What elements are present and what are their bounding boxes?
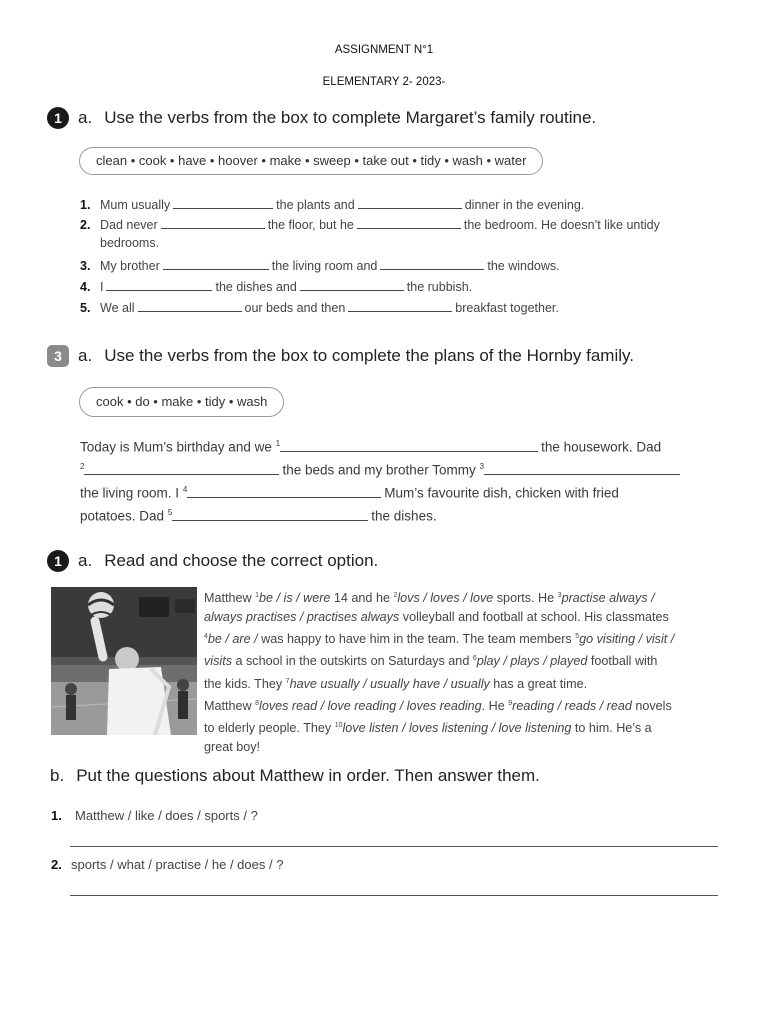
gap-number: 7 xyxy=(285,677,290,685)
level-subtitle: ELEMENTARY 2- 2023- xyxy=(322,76,446,88)
passage-text: was happy to have him in the team. The team members xyxy=(257,632,576,647)
gap-number: 4 xyxy=(204,633,208,641)
answer-line[interactable] xyxy=(70,895,718,896)
answer-blank[interactable] xyxy=(358,197,462,209)
passage-line xyxy=(204,608,724,627)
answer-blank[interactable] xyxy=(348,300,452,312)
exercise-3-heading xyxy=(78,346,634,366)
assignment-title: ASSIGNMENT N°1 xyxy=(334,44,434,56)
item-text: breakfast together. xyxy=(455,301,559,315)
item-number: 2. xyxy=(80,218,91,232)
answer-options[interactable]: loves read / love reading / loves reading xyxy=(259,698,482,713)
passage-text: novels xyxy=(631,698,672,713)
verb-box: cook • do • make • tidy • wash xyxy=(79,387,284,417)
answer-blank[interactable] xyxy=(106,279,212,291)
gap-number: 5 xyxy=(167,508,173,517)
answer-blank[interactable] xyxy=(163,258,269,270)
passage-text: a school in the outskirts on Saturdays and xyxy=(232,654,473,669)
text-line xyxy=(80,462,683,478)
answer-options[interactable]: visits xyxy=(204,654,232,669)
question-text: sports / what / practise / he / does / ? xyxy=(71,857,284,872)
item-text: Dad never xyxy=(100,218,158,232)
exercise-letter: a. xyxy=(78,108,93,127)
exercise-item xyxy=(80,217,660,232)
exercise-item xyxy=(80,300,559,315)
volleyball-player-photo xyxy=(51,587,197,735)
gap-number: 6 xyxy=(472,655,477,663)
volleyball-player-image xyxy=(51,587,197,735)
answer-options[interactable]: love listen / loves listening / love listening xyxy=(342,721,572,736)
answer-options[interactable]: reading / reads / read xyxy=(512,698,632,713)
text-fragment: the housework. Dad xyxy=(541,439,662,455)
answer-options[interactable]: always practises / practises always xyxy=(204,610,400,625)
answer-blank[interactable] xyxy=(161,217,265,229)
text-fragment: the living room. I xyxy=(80,485,180,501)
item-text: Mum usually xyxy=(100,198,171,212)
passage-line xyxy=(204,627,724,649)
gap-number: 1 xyxy=(255,592,260,599)
question-item xyxy=(51,857,283,872)
gap-number: 3 xyxy=(479,462,485,471)
passage-text: . He xyxy=(481,698,509,713)
passage-text: Matthew xyxy=(204,698,256,713)
exercise-instruction: Put the questions about Matthew in order. Then answer them. xyxy=(76,766,540,785)
item-text: the living room and xyxy=(271,259,378,273)
answer-options[interactable]: practise always / xyxy=(561,591,655,606)
question-text: Matthew / like / does / sports / ? xyxy=(75,808,258,823)
exercise-1-heading xyxy=(78,108,596,128)
gap-number: 5 xyxy=(575,633,580,641)
item-text: dinner in the evening. xyxy=(464,198,585,212)
text-fragment: potatoes. Dad xyxy=(80,508,165,524)
answer-blank[interactable] xyxy=(380,258,484,270)
answer-blank[interactable] xyxy=(138,300,242,312)
reading-heading xyxy=(78,551,378,571)
gap-number: 8 xyxy=(255,699,260,707)
item-text: the windows. xyxy=(487,259,560,273)
exercise-item xyxy=(80,258,560,273)
item-text: the bedroom. He doesn’t like untidy xyxy=(463,218,660,232)
item-text: the rubbish. xyxy=(406,280,473,294)
passage-line xyxy=(204,672,724,694)
item-number: 3. xyxy=(80,259,91,273)
passage-text: volleyball and football at school. His classmates xyxy=(399,610,669,625)
exercise-instruction: Use the verbs from the box to complete Margaret’s family routine. xyxy=(104,108,597,127)
passage-text: 14 and he xyxy=(330,591,394,606)
passage-text: has a great time. xyxy=(489,676,588,691)
text-line xyxy=(80,485,619,501)
answer-blank[interactable] xyxy=(187,486,381,498)
passage-text: sports. He xyxy=(493,591,558,606)
exercise-instruction: Read and choose the correct option. xyxy=(104,551,379,570)
gap-number: 4 xyxy=(182,485,188,494)
passage-line xyxy=(204,649,724,671)
passage-line xyxy=(204,738,724,757)
exercise-number-badge: 1 xyxy=(47,550,69,572)
passage-text: to elderly people. They xyxy=(204,721,335,736)
item-number: 1. xyxy=(51,808,62,823)
text-line xyxy=(80,508,437,524)
item-number: 1. xyxy=(80,198,91,212)
item-text: the floor, but he xyxy=(267,218,354,232)
item-text: our beds and then xyxy=(244,301,346,315)
passage-text: to him. He’s a xyxy=(571,721,652,736)
exercise-item xyxy=(80,279,472,294)
item-number: 5. xyxy=(80,301,91,315)
item-text: I xyxy=(100,280,104,294)
passage-text: great boy! xyxy=(204,740,261,755)
verb-box: clean • cook • have • hoover • make • sweep • take out • tidy • wash • water xyxy=(79,147,543,175)
passage-line xyxy=(204,586,724,608)
text-fragment: the dishes. xyxy=(371,508,437,524)
passage-text: Matthew xyxy=(204,591,256,606)
answer-blank[interactable] xyxy=(357,217,461,229)
question-item xyxy=(51,808,258,823)
passage-line xyxy=(204,716,724,738)
item-text: My brother xyxy=(100,259,160,273)
item-text: the plants and xyxy=(276,198,355,212)
text-line xyxy=(80,439,661,455)
answer-options[interactable]: play / plays / played xyxy=(476,654,588,669)
answer-blank[interactable] xyxy=(300,279,404,291)
answer-blank[interactable] xyxy=(173,197,273,209)
gap-number: 2 xyxy=(393,592,398,599)
exercise-number-badge: 3 xyxy=(47,345,69,367)
passage-text: the kids. They xyxy=(204,676,286,691)
reading-passage xyxy=(204,586,724,757)
gap-number: 9 xyxy=(508,699,513,707)
item-number: 4. xyxy=(80,280,91,294)
exercise-letter: a. xyxy=(78,551,93,570)
passage-text: football with xyxy=(587,654,658,669)
exercise-instruction: Use the verbs from the box to complete the plans of the Hornby family. xyxy=(104,346,634,365)
exercise-number-badge: 1 xyxy=(47,107,69,129)
gap-number: 2 xyxy=(80,462,85,471)
passage-line xyxy=(204,694,724,716)
answer-blank[interactable] xyxy=(484,463,680,475)
answer-options[interactable]: lovs / loves / love xyxy=(397,591,494,606)
answer-line[interactable] xyxy=(70,846,718,847)
gap-number: 3 xyxy=(557,592,562,599)
exercise-letter: a. xyxy=(78,346,93,365)
gap-number: 10 xyxy=(334,721,343,729)
item-number: 2. xyxy=(51,857,62,872)
exercise-letter: b. xyxy=(50,766,65,785)
part-b-heading xyxy=(50,766,540,786)
answer-blank[interactable] xyxy=(84,463,279,475)
item-text: the dishes and xyxy=(215,280,297,294)
item-text: We all xyxy=(100,301,135,315)
text-fragment: Mum’s favourite dish, chicken with fried xyxy=(384,485,619,501)
answer-options[interactable]: have usually / usually have / usually xyxy=(289,676,490,691)
answer-options[interactable]: be / are / xyxy=(207,632,258,647)
answer-options[interactable]: be / is / were xyxy=(259,591,331,606)
answer-blank[interactable] xyxy=(172,509,368,521)
exercise-item xyxy=(80,197,584,212)
text-fragment: the beds and my brother Tommy xyxy=(282,462,476,478)
text-fragment: Today is Mum’s birthday and we xyxy=(80,439,272,455)
item-continuation: bedrooms. xyxy=(100,236,160,250)
gap-number: 1 xyxy=(275,439,281,448)
answer-options[interactable]: go visiting / visit / xyxy=(579,632,675,647)
answer-blank[interactable] xyxy=(280,440,538,452)
